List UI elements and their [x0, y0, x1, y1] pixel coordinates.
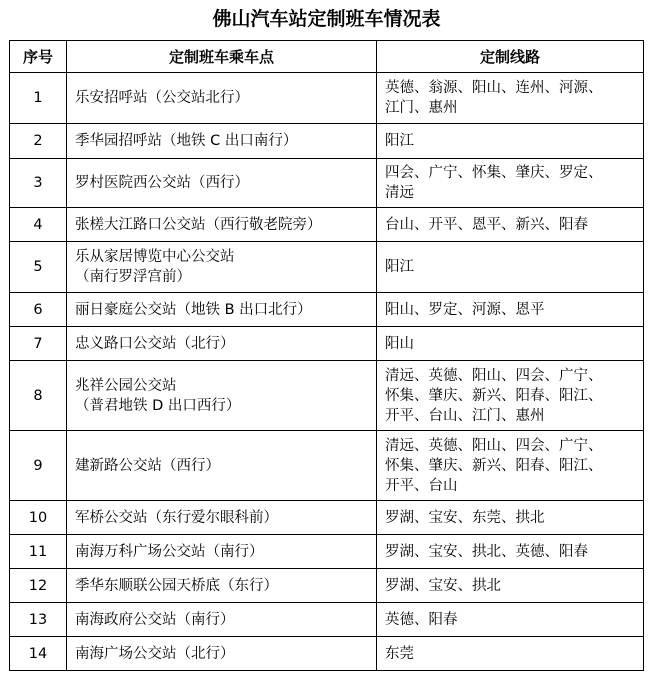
table-row — [10, 535, 644, 569]
header-routes: 定制线路 — [377, 41, 644, 73]
row-number: 5 — [10, 242, 67, 293]
stop-name: 兆祥公园公交站 — [75, 377, 177, 394]
stop-name: 南海政府公交站（南行） — [75, 611, 235, 628]
row-number: 14 — [10, 637, 67, 671]
stop-name: （南行罗浮宫前） — [75, 269, 191, 285]
row-number: 6 — [10, 293, 67, 327]
stop-name: 季华园招呼站（地铁 C 出口南行） — [75, 133, 298, 149]
stop-name: 罗村医院西公交站（西行） — [75, 175, 249, 191]
row-number: 4 — [10, 208, 67, 242]
table-row — [10, 569, 644, 603]
routes-cell — [377, 242, 644, 293]
stop-cell — [67, 361, 377, 431]
route-list: 怀集、肇庆、新兴、阳春、阳江、 — [385, 457, 603, 474]
stop-name: 丽日豪庭公交站（地铁 B 出口北行） — [75, 301, 312, 318]
table-row — [10, 124, 644, 159]
routes-cell — [377, 159, 644, 208]
routes-cell — [377, 293, 644, 327]
stop-name: 季华东顺联公园天桥底（东行） — [75, 577, 278, 594]
route-list: 阳江 — [385, 133, 414, 149]
routes-cell — [377, 327, 644, 361]
route-list: 英德、翁源、阳山、连州、河源、 — [385, 80, 603, 96]
table-row — [10, 637, 644, 671]
route-list: 江门、惠州 — [385, 100, 458, 116]
header-stop: 定制班车乘车点 — [67, 41, 377, 73]
row-number: 7 — [10, 327, 67, 361]
table-row — [10, 603, 644, 637]
stop-cell — [67, 293, 377, 327]
routes-cell — [377, 73, 644, 124]
routes-cell — [377, 208, 644, 242]
routes-cell — [377, 431, 644, 501]
route-list: 台山、开平、恩平、新兴、阳春 — [385, 216, 588, 233]
routes-cell — [377, 535, 644, 569]
route-list: 开平、台山、江门、惠州 — [385, 407, 545, 424]
stop-name: 建新路公交站（西行） — [75, 457, 220, 474]
routes-cell — [377, 124, 644, 159]
route-list: 清远、英德、阳山、四会、广宁、 — [385, 437, 603, 454]
routes-cell — [377, 569, 644, 603]
shuttle-table — [9, 40, 644, 671]
table-row — [10, 361, 644, 431]
route-list: 阳山、罗定、河源、恩平 — [385, 301, 545, 318]
table-row — [10, 159, 644, 208]
table-row — [10, 73, 644, 124]
row-number: 12 — [10, 569, 67, 603]
route-list: 罗湖、宝安、东莞、拱北 — [385, 509, 545, 526]
routes-cell — [377, 501, 644, 535]
row-number: 10 — [10, 501, 67, 535]
route-list: 阳江 — [385, 259, 414, 275]
stop-name: （普君地铁 D 出口西行） — [75, 397, 241, 414]
table-row — [10, 327, 644, 361]
header-number: 序号 — [10, 41, 67, 73]
routes-cell — [377, 361, 644, 431]
stop-cell — [67, 431, 377, 501]
stop-cell — [67, 603, 377, 637]
routes-cell — [377, 637, 644, 671]
row-number: 8 — [10, 361, 67, 431]
row-number: 11 — [10, 535, 67, 569]
table-row — [10, 501, 644, 535]
route-list: 阳山 — [385, 335, 414, 352]
row-number: 9 — [10, 431, 67, 501]
stop-cell — [67, 159, 377, 208]
stop-cell — [67, 208, 377, 242]
stop-name: 张槎大江路口公交站（西行敬老院旁） — [75, 216, 322, 233]
stop-name: 乐从家居博览中心公交站 — [75, 249, 235, 265]
stop-name: 南海万科广场公交站（南行） — [75, 543, 264, 560]
row-number: 13 — [10, 603, 67, 637]
stop-cell — [67, 124, 377, 159]
stop-name: 军桥公交站（东行爱尔眼科前） — [75, 509, 278, 526]
route-list: 四会、广宁、怀集、肇庆、罗定、 — [385, 165, 603, 181]
route-list: 怀集、肇庆、新兴、阳春、阳江、 — [385, 387, 603, 404]
stop-name: 忠义路口公交站（北行） — [75, 335, 235, 352]
row-number: 2 — [10, 124, 67, 159]
row-number: 3 — [10, 159, 67, 208]
route-list: 罗湖、宝安、拱北 — [385, 577, 501, 594]
table-header-row — [10, 41, 644, 73]
route-list: 开平、台山 — [385, 477, 458, 494]
table-row — [10, 242, 644, 293]
stop-cell — [67, 242, 377, 293]
page-title: 佛山汽车站定制班车情况表 — [212, 8, 441, 30]
route-list: 清远 — [385, 185, 414, 201]
route-list: 罗湖、宝安、拱北、英德、阳春 — [385, 543, 588, 560]
route-list: 英德、阳春 — [385, 611, 458, 628]
stop-name: 南海广场公交站（北行） — [75, 645, 235, 662]
stop-name: 乐安招呼站（公交站北行） — [75, 90, 249, 106]
stop-cell — [67, 501, 377, 535]
routes-cell — [377, 603, 644, 637]
stop-cell — [67, 73, 377, 124]
row-number: 1 — [10, 73, 67, 124]
route-list: 东莞 — [385, 645, 414, 662]
stop-cell — [67, 327, 377, 361]
table-row — [10, 431, 644, 501]
route-list: 清远、英德、阳山、四会、广宁、 — [385, 367, 603, 384]
stop-cell — [67, 535, 377, 569]
table-row — [10, 293, 644, 327]
stop-cell — [67, 569, 377, 603]
stop-cell — [67, 637, 377, 671]
table-body — [10, 73, 644, 671]
table-row — [10, 208, 644, 242]
